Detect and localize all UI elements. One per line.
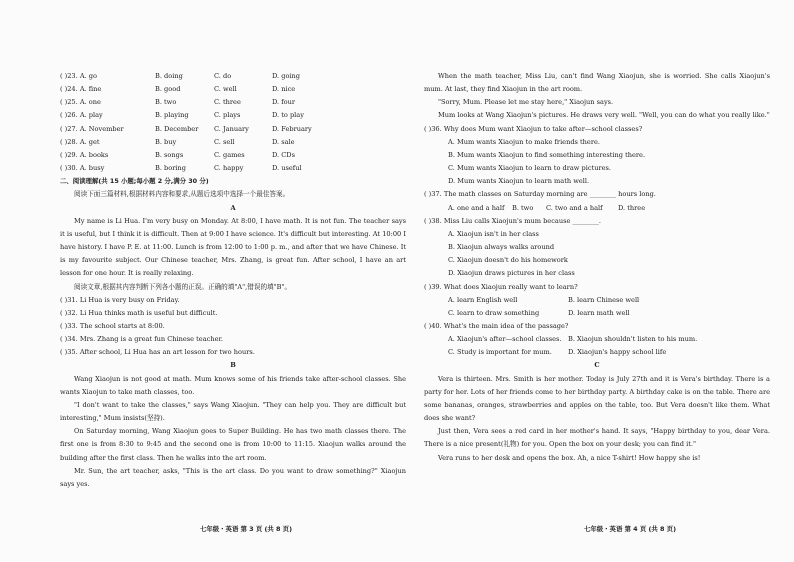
passage-b-paragraph: Mr. Sun, the art teacher, asks, "This is the art class. Do you want to draw something?" Xiaojun says yes. [60, 466, 406, 488]
passage-b-paragraph: Wang Xiaojun is not good at math. Mum knows some of his friends take after-school classes. She wants Xiaojun to take math classes, too. [60, 374, 406, 396]
passage-a-instructions: 阅读文章,根据其内容判断下列各小题的正误。正确的填"A",错误的填"B"。 [74, 282, 292, 291]
option: B. Xiaojun shouldn't listen to his mum. [568, 335, 698, 344]
passage-c-paragraph: Vera is thirteen. Mrs. Smith is her mother. Today is July 27th and it is Vera's birthday. There is a party for her. Lots of her friends come to her birthday party. A birthday cake is on the table. There are some bananas, oranges, strawberries and apples on the table, too. But Vera doesn't like them. What does she want? [424, 374, 770, 423]
tf-question: ( )35. After school, Li Hua has an art lesson for two hours. [60, 348, 255, 357]
passage-c-paragraph: Vera runs to her desk and opens the box. Ah, a nice T-shirt! How happy she is! [438, 453, 701, 462]
option: C. learn to draw something [448, 308, 540, 317]
question-36: ( )36. Why does Mum want Xiaojun to take after—school classes? [424, 124, 643, 133]
mc-row: ( )30. A. busy B. boring C. happy D. useful [60, 164, 302, 173]
passage-a-label: A [230, 203, 236, 212]
option: D. Xiaojun's happy school life [568, 348, 667, 357]
option: D. learn math well [568, 308, 630, 317]
question-39: ( )39. What does Xiaojun really want to learn? [424, 282, 578, 291]
option: C. Study is important for mum. [448, 348, 552, 357]
mc-row: ( )29. A. books B. songs C. games D. CDs [60, 150, 295, 159]
passage-c-label: C [594, 361, 600, 370]
option: B. Mum wants Xiaojun to find something interesting there. [448, 150, 646, 159]
passage-b-paragraph: "I don't want to take the classes," says Wang Xiaojun. "They can help you. They are difficult but interesting," Mum insists(坚持). [60, 400, 406, 423]
mc-row: ( )26. A. play B. playing C. plays D. to play [60, 111, 304, 120]
option: A. Xiaojun isn't in her class [448, 229, 539, 238]
options-row [424, 333, 770, 346]
option: D. three [618, 203, 646, 212]
option: D. Xiaojun draws pictures in her class [448, 269, 575, 278]
option: A. Mum wants Xiaojun to make friends there. [448, 137, 600, 146]
mc-row: ( )28. A. get B. buy C. sell D. sale [60, 137, 295, 146]
options-row [424, 346, 770, 359]
left-column [60, 70, 406, 491]
question-40: ( )40. What's the main idea of the passage? [424, 321, 569, 330]
question-37: ( )37. The math classes on Saturday morning are ________ hours long. [424, 190, 656, 199]
option: B. two [512, 203, 534, 212]
options-row [424, 202, 770, 215]
tf-question: ( )32. Li Hua thinks math is useful but difficult. [60, 308, 218, 317]
tf-question: ( )31. Li Hua is very busy on Friday. [60, 295, 180, 304]
option: B. learn Chinese well [568, 295, 640, 304]
page-footer-3: 七年级・英语 第 3 页 (共 8 页) [200, 525, 292, 533]
option: A. Xiaojun's after—school classes. [448, 335, 562, 344]
passage-b-paragraph: "Sorry, Mum. Please let me stay here," Xiaojun says. [438, 98, 614, 107]
page-footer-4: 七年级・英语 第 4 页 (共 8 页) [584, 525, 676, 533]
option: A. one and a half [448, 203, 505, 212]
section-instructions: 阅读下面三篇材料,根据材料内容和要求,从题后选项中选择一个最佳答案。 [74, 190, 290, 199]
option: C. two and a half [546, 203, 603, 212]
mc-row: ( )23. A. go B. doing C. do D. going [60, 72, 301, 80]
options-row [424, 294, 770, 307]
passage-b-paragraph: When the math teacher, Miss Liu, can't find Wang Xiaojun, she is worried. She calls Xiaojun's mum. At last, they find Xiaojun in the art room. [424, 72, 770, 94]
mc-row: ( )27. A. November B. December C. January D. February [60, 124, 312, 133]
cloze-options [60, 70, 406, 175]
option: C. Xiaojun doesn't do his homework [448, 256, 568, 265]
passage-b-label: B [230, 361, 236, 370]
tf-question: ( )34. Mrs. Zhang is a great fun Chinese teacher. [60, 335, 224, 344]
option: C. Mum wants Xiaojun to learn to draw pictures. [448, 164, 612, 173]
question-38: ( )38. Miss Liu calls Xiaojun's mum because ________. [424, 216, 601, 225]
option: D. Mum wants Xiaojun to learn math well. [448, 177, 590, 186]
passage-b-paragraph: On Saturday morning, Wang Xiaojun goes to Super Building. He has two math classes there. The first one is from 8:30 to 9:45 and the second one is from 10:00 to 11:15. Xiaojun walks around the building after the first class. Then he walks into the art room. [60, 427, 406, 462]
option: A. learn English well [448, 295, 518, 304]
options-row [424, 307, 770, 320]
mc-row: ( )25. A. one B. two C. three D. four [60, 98, 296, 107]
tf-question: ( )33. The school starts at 8:00. [60, 321, 165, 330]
passage-b-paragraph: Mum looks at Wang Xiaojun's pictures. He draws very well. "Well, you can do what you really like." [438, 111, 770, 120]
section-title: 二、阅读理解(共 15 小题;每小题 2 分,满分 30 分) [60, 177, 209, 186]
passage-a-text: My name is Li Hua. I'm very busy on Monday. At 8:00, I have math. It is not fun. The teacher says it is useful, but I think it is difficult. Then at 9:00 I have science. It's difficult but interesting. At 10:00 I have history. I have P. E. at 11:00. Lunch is from 12:00 to 1:00 p. m., and after that we have Chinese. It is my favourite subject. Our Chinese teacher, Mrs. Zhang, is great fun. After school, I have an art lesson for one hour. It is really relaxing. [60, 216, 406, 278]
right-column [424, 70, 770, 465]
mc-row: ( )24. A. fine B. good C. well D. nice [60, 85, 296, 94]
option: B. Xiaojun always walks around [448, 243, 555, 252]
passage-c-paragraph: Just then, Vera sees a red card in her mother's hand. It says, "Happy birthday to you, dear Vera. There is a nice present(礼物) for you. Open the box on your desk; you can find it." [424, 427, 770, 449]
